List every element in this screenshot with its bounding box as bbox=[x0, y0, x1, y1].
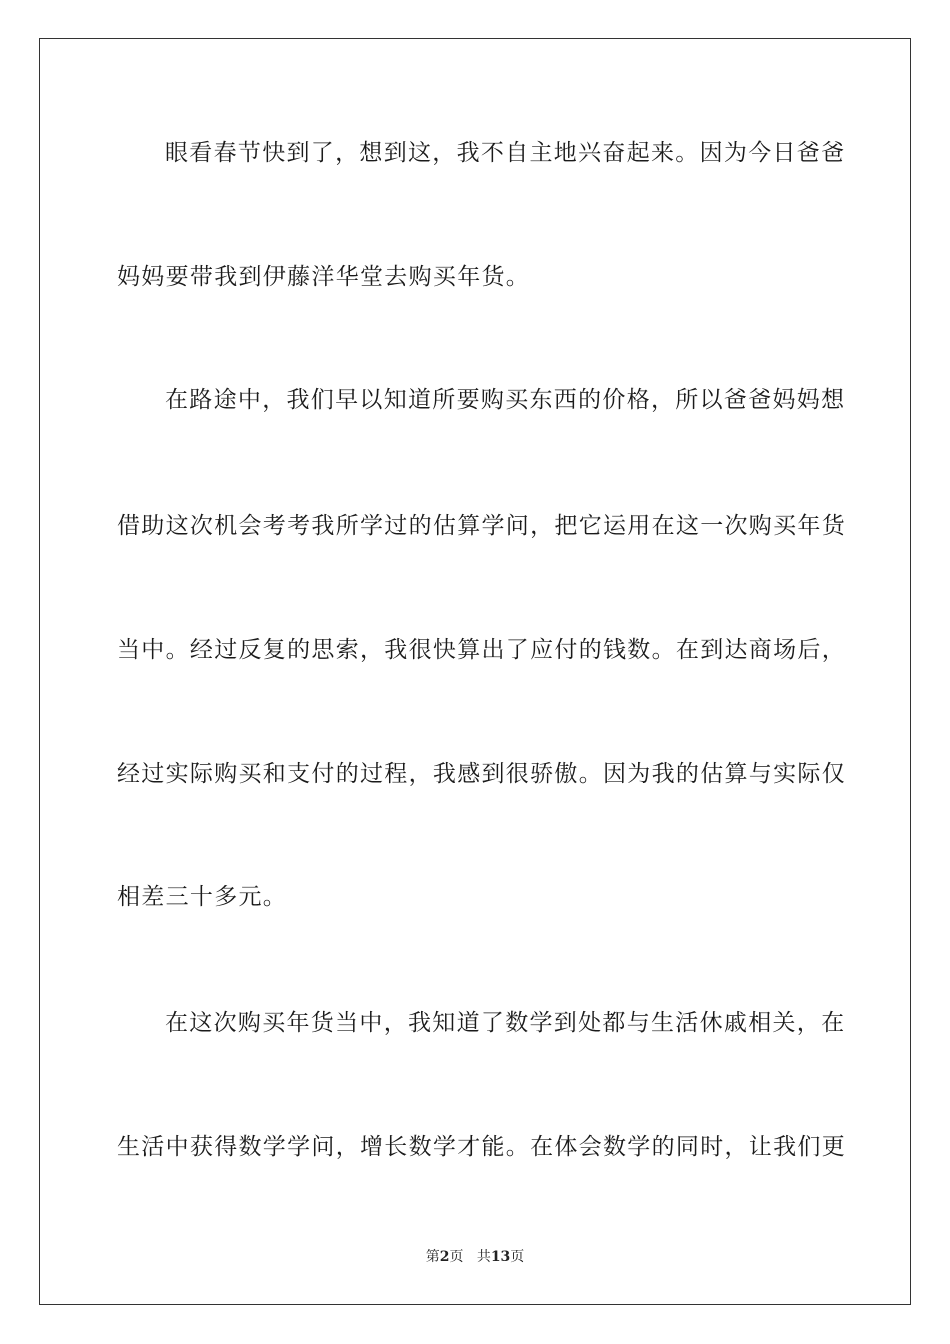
footer-page-suffix: 页 bbox=[449, 1249, 464, 1265]
paragraph-line: 妈妈要带我到伊藤洋华堂去购买年货。 bbox=[117, 264, 531, 290]
paragraph-line: 在路途中，我们早以知道所要购买东西的价格，所以爸爸妈妈想 bbox=[165, 387, 846, 413]
paragraph-line: 借助这次机会考考我所学过的估算学问，把它运用在这一次购买年货 bbox=[117, 513, 846, 539]
paragraph-line: 眼看春节快到了，想到这，我不自主地兴奋起来。因为今日爸爸 bbox=[165, 140, 846, 166]
footer-total-suffix: 页 bbox=[510, 1249, 525, 1265]
paragraph-line: 生活中获得数学学问，增长数学才能。在体会数学的同时，让我们更 bbox=[117, 1134, 846, 1160]
paragraph-line: 经过实际购买和支付的过程，我感到很骄傲。因为我的估算与实际仅 bbox=[117, 761, 846, 787]
paragraph-line: 在这次购买年货当中，我知道了数学到处都与生活休戚相关，在 bbox=[165, 1010, 846, 1036]
paragraph-line: 当中。经过反复的思索，我很快算出了应付的钱数。在到达商场后， bbox=[117, 637, 846, 663]
paragraph-line: 相差三十多元。 bbox=[117, 884, 288, 910]
page-border bbox=[39, 38, 911, 1305]
footer-page-prefix: 第 bbox=[425, 1249, 440, 1265]
footer-total-number: 13 bbox=[490, 1249, 511, 1265]
footer-page-number: 2 bbox=[439, 1249, 450, 1265]
page-footer bbox=[0, 1247, 950, 1267]
footer-total-prefix: 共 bbox=[476, 1249, 491, 1265]
